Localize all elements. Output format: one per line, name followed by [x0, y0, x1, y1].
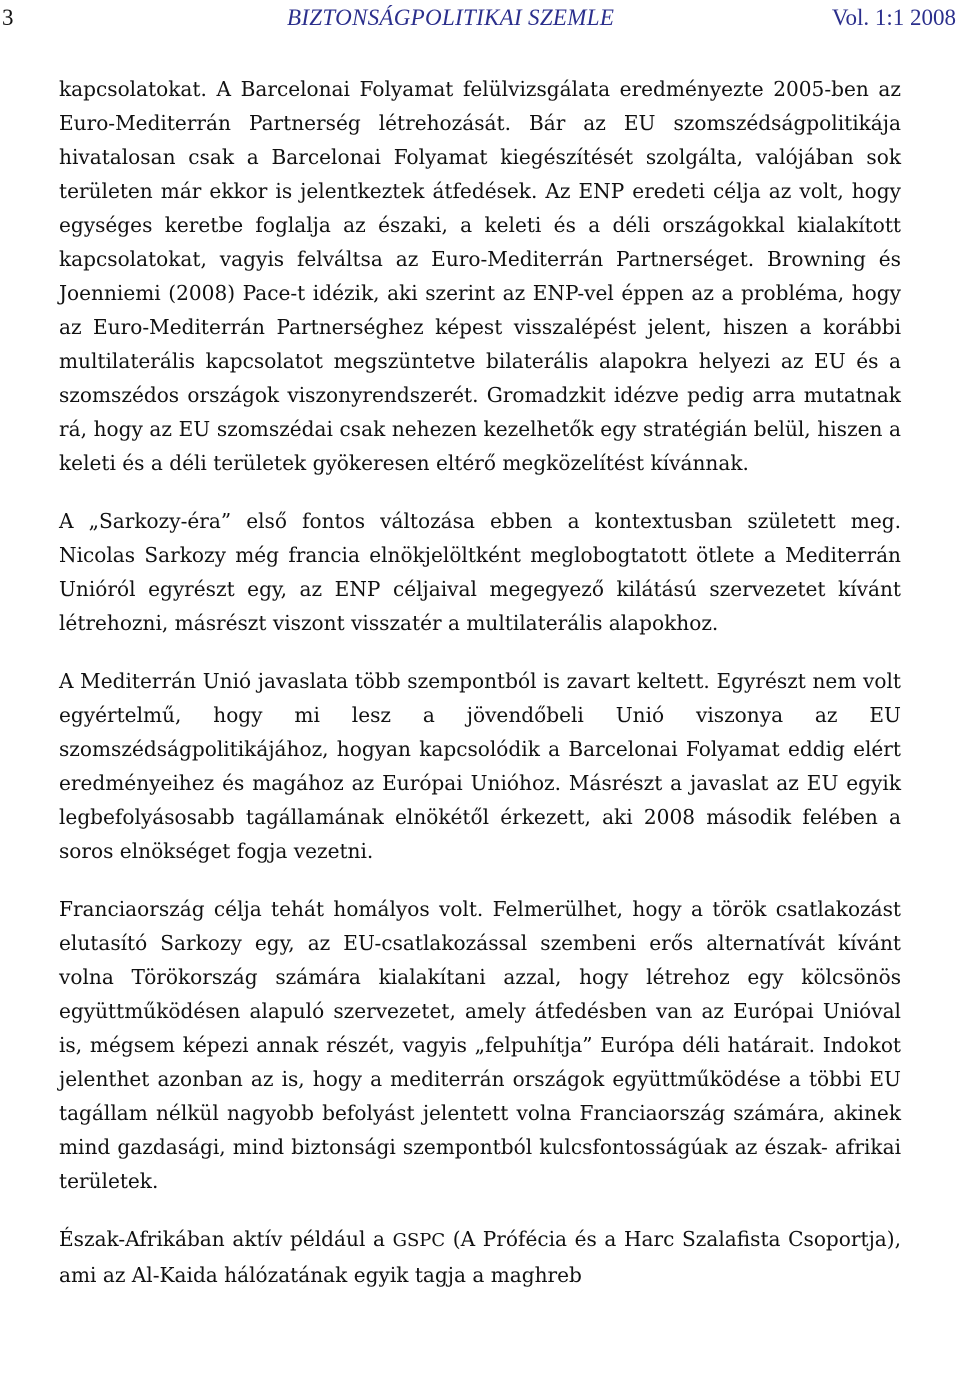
- acronym: GSPC: [392, 1230, 446, 1251]
- running-header: [0, 0, 960, 44]
- journal-title: BIZTONSÁGPOLITIKAI SZEMLE: [287, 5, 615, 30]
- paragraph-text: (A Prófécia és a Harc Szalafista Csoportja), ami az Al-Kaida hálózatának egyik tagja a maghreb: [59, 1227, 902, 1287]
- paragraph: Franciaország célja tehát homályos volt. Felmerülhet, hogy a török csatlakozást elutasító Sarkozy egy, az EU-csatlakozással szembeni erős alternatívát kívánt volna Törökország számára kialakítani azzal, hogy létrehoz egy kölcsönös együttműködésen alapuló szervezetet, amely átfedésben van az Európai Unióval is, mégsem képezi annak részét, vagyis „felpuhítja” Európa déli határait. Indokot jelenthet azonban az is, hogy a mediterrán országok együttműködése a többi EU tagállam nélkül nagyobb befolyást jelentett volna Franciaország számára, akinek mind gazdasági, mind biztonsági szempontból kulcsfontosságúak az észak- afrikai területek.: [59, 897, 901, 1193]
- article-body: [59, 72, 901, 1316]
- paragraph-last: [59, 1222, 901, 1292]
- page-number: 3: [2, 5, 14, 30]
- paragraph: A Mediterrán Unió javaslata több szempontból is zavart keltett. Egyrészt nem volt egyértelmű, hogy mi lesz a jövendőbeli Unió viszonya az EU szomszédságpolitikájához, hogyan kapcsolódik a Barcelonai Folyamat eddig elért eredményeihez és magához az Európai Unióhoz. Másrészt a javaslat az EU egyik legbefolyásosabb tagállamának elnökétől érkezett, aki 2008 második felében a soros elnökséget fogja vezetni.: [59, 669, 901, 863]
- paragraph: A „Sarkozy-éra” első fontos változása ebben a kontextusban született meg. Nicolas Sarkozy még francia elnökjelöltként meglobogtatott ötlete a Mediterrán Unióról egyrészt egy, az ENP céljaival megegyező kilátású szervezetet kívánt létrehozni, másrészt viszont visszatér a multilaterális alapokhoz.: [59, 509, 901, 635]
- paragraph: kapcsolatokat. A Barcelonai Folyamat felülvizsgálata eredményezte 2005-ben az Euro-Mediterrán Partnerség létrehozását. Bár az EU szomszédságpolitikája hivatalosan csak a Barcelonai Folyamat kiegészítését szolgálta, valójában sok területen már ekkor is jelentkeztek átfedések. Az ENP eredeti célja az volt, hogy egységes keretbe foglalja az északi, a keleti és a déli országokkal kialakított kapcsolatokat, vagyis felváltsa az Euro-Mediterrán Partnerséget. Browning és Joenniemi (2008) Pace-t idézik, aki szerint az ENP-vel éppen az a probléma, hogy az Euro-Mediterrán Partnerséghez képest visszalépést jelent, hiszen a korábbi multilaterális kapcsolatot megszüntetve bilaterális alapokra helyezi az EU és a szomszédos országok viszonyrendszerét. Gromadzkit idézve pedig arra mutatnak rá, hogy az EU szomszédai csak nehezen kezelhetők egy stratégián belül, hiszen a keleti és a déli területek gyökeresen eltérő megközelítést kívánnak.: [59, 77, 901, 475]
- paragraph-text: Észak-Afrikában aktív például a: [59, 1227, 393, 1251]
- volume-info: Vol. 1:1 2008: [831, 5, 956, 30]
